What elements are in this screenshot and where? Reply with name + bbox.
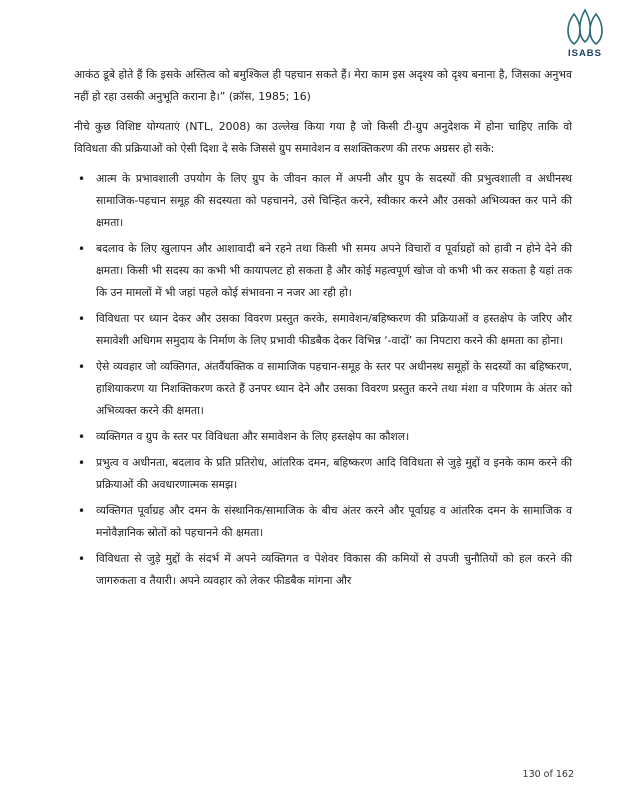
list-item-text: प्रभुत्व व अधीनता, बदलाव के प्रति प्रतिरोध, आंतरिक दमन, बहिष्करण आदि विविधता से जुड़े मुद्दों व इनके काम करने की प्रक्रियाओं की अवधारणात्मक समझ।	[96, 456, 572, 491]
logo-text: ISABS	[567, 48, 603, 59]
bullet-icon: •	[78, 552, 86, 566]
list-item-text: ऐसे व्यवहार जो व्यक्तिगत, अंतर्वैयक्तिक व सामाजिक पहचान-समूह के स्तर पर अधीनस्थ समूहों के सदस्यों का बहिष्करण, हाशियाकरण या निशक्तिकरण करते हैं उनपर ध्यान देने और उसका विवरण प्रस्तुत करने तथा मंशा व परिणाम के अंतर को अभिव्यक्त करने की क्षमता।	[96, 360, 572, 417]
bullet-icon: •	[78, 242, 86, 256]
list-item-text: व्यक्तिगत पूर्वाग्रह और दमन के संस्थानिक/सामाजिक के बीच अंतर करने और पूर्वाग्रह व आंतरिक दमन के सामाजिक व मनोवैज्ञानिक स्रोतों को पहचानने की क्षमता।	[96, 504, 572, 539]
isabs-logo	[560, 8, 610, 60]
competency-list	[74, 168, 572, 592]
list-item	[74, 238, 572, 304]
list-item-text: व्यक्तिगत व ग्रुप के स्तर पर विविधता और समावेशन के लिए हस्तक्षेप का कौशल।	[96, 430, 410, 443]
bullet-icon: •	[78, 456, 86, 470]
list-item-text: आत्म के प्रभावशाली उपयोग के लिए ग्रुप के जीवन काल में अपनी और ग्रुप के सदस्यों की प्रभुत्वशाली व अधीनस्थ सामाजिक-पहचान समूह की सदस्यता को पहचानने, उसे चिन्हित करने, स्वीकार करने और उसको अभिव्यक्त कर पाने की क्षमता।	[96, 172, 572, 229]
paragraph-quote-end: आकंठ डूबे होते हैं कि इसके अस्तित्व को बमुश्किल ही पहचान सकते हैं। मेरा काम इस अदृश्य को दृश्य बनाना है, जिसका अनुभव नहीं हो रहा उसकी अनुभूति कराना है।” (क्रॉस, 1985; 16)	[74, 68, 572, 103]
list-item	[74, 308, 572, 352]
bullet-icon: •	[78, 430, 86, 444]
document-body	[74, 64, 572, 596]
logo-emblem-icon	[560, 8, 610, 48]
list-item	[74, 548, 572, 592]
bullet-icon: •	[78, 360, 86, 374]
list-item-text: विविधता पर ध्यान देकर और उसका विवरण प्रस्तुत करके, समावेशन/बहिष्करण की प्रक्रियाओं व हस्तक्षेप के जरिए और समावेशी अधिगम समुदाय के निर्माण के लिए प्रभावी फीडबैक देकर विभिन्न ‘-वादों’ का निपटारा करने की क्षमता का होना।	[96, 312, 572, 347]
bullet-icon: •	[78, 312, 86, 326]
list-item	[74, 426, 572, 448]
list-item	[74, 452, 572, 496]
list-item	[74, 356, 572, 422]
list-item	[74, 168, 572, 234]
paragraph-intro: नीचे कुछ विशिष्ट योग्यताएं (NTL, 2008) का उल्लेख किया गया है जो किसी टी-ग्रुप अनुदेशक में होना चाहिए ताकि वो विविधता की प्रक्रियाओं को ऐसी दिशा दे सके जिससे ग्रुप समावेशन व सशक्तिकरण की तरफ अग्रसर हो सके:	[74, 120, 573, 155]
bullet-icon: •	[78, 504, 86, 518]
list-item	[74, 500, 572, 544]
list-item-text: बदलाव के लिए खुलापन और आशावादी बने रहने तथा किसी भी समय अपने विचारों व पूर्वाग्रहों को हावी न होने देने की क्षमता। किसी भी सदस्य का कभी भी कायापलट हो सकता है और कोई महत्वपूर्ण खोज वो कभी भी कर सकता है यहां तक कि उन मामलों में भी जहां पहले कोई संभावना न नजर आ रही हो।	[96, 242, 572, 299]
bullet-icon: •	[78, 172, 86, 186]
list-item-text: विविधता से जुड़े मुद्दों के संदर्भ में अपने व्यक्तिगत व पेशेवर विकास की कमियों से उपजी चुनौतियों को हल करने की जागरुकता व तैयारी। अपने व्यवहार को लेकर फीडबैक मांगना और	[96, 552, 572, 587]
page-number: 130 of 162	[522, 769, 574, 780]
